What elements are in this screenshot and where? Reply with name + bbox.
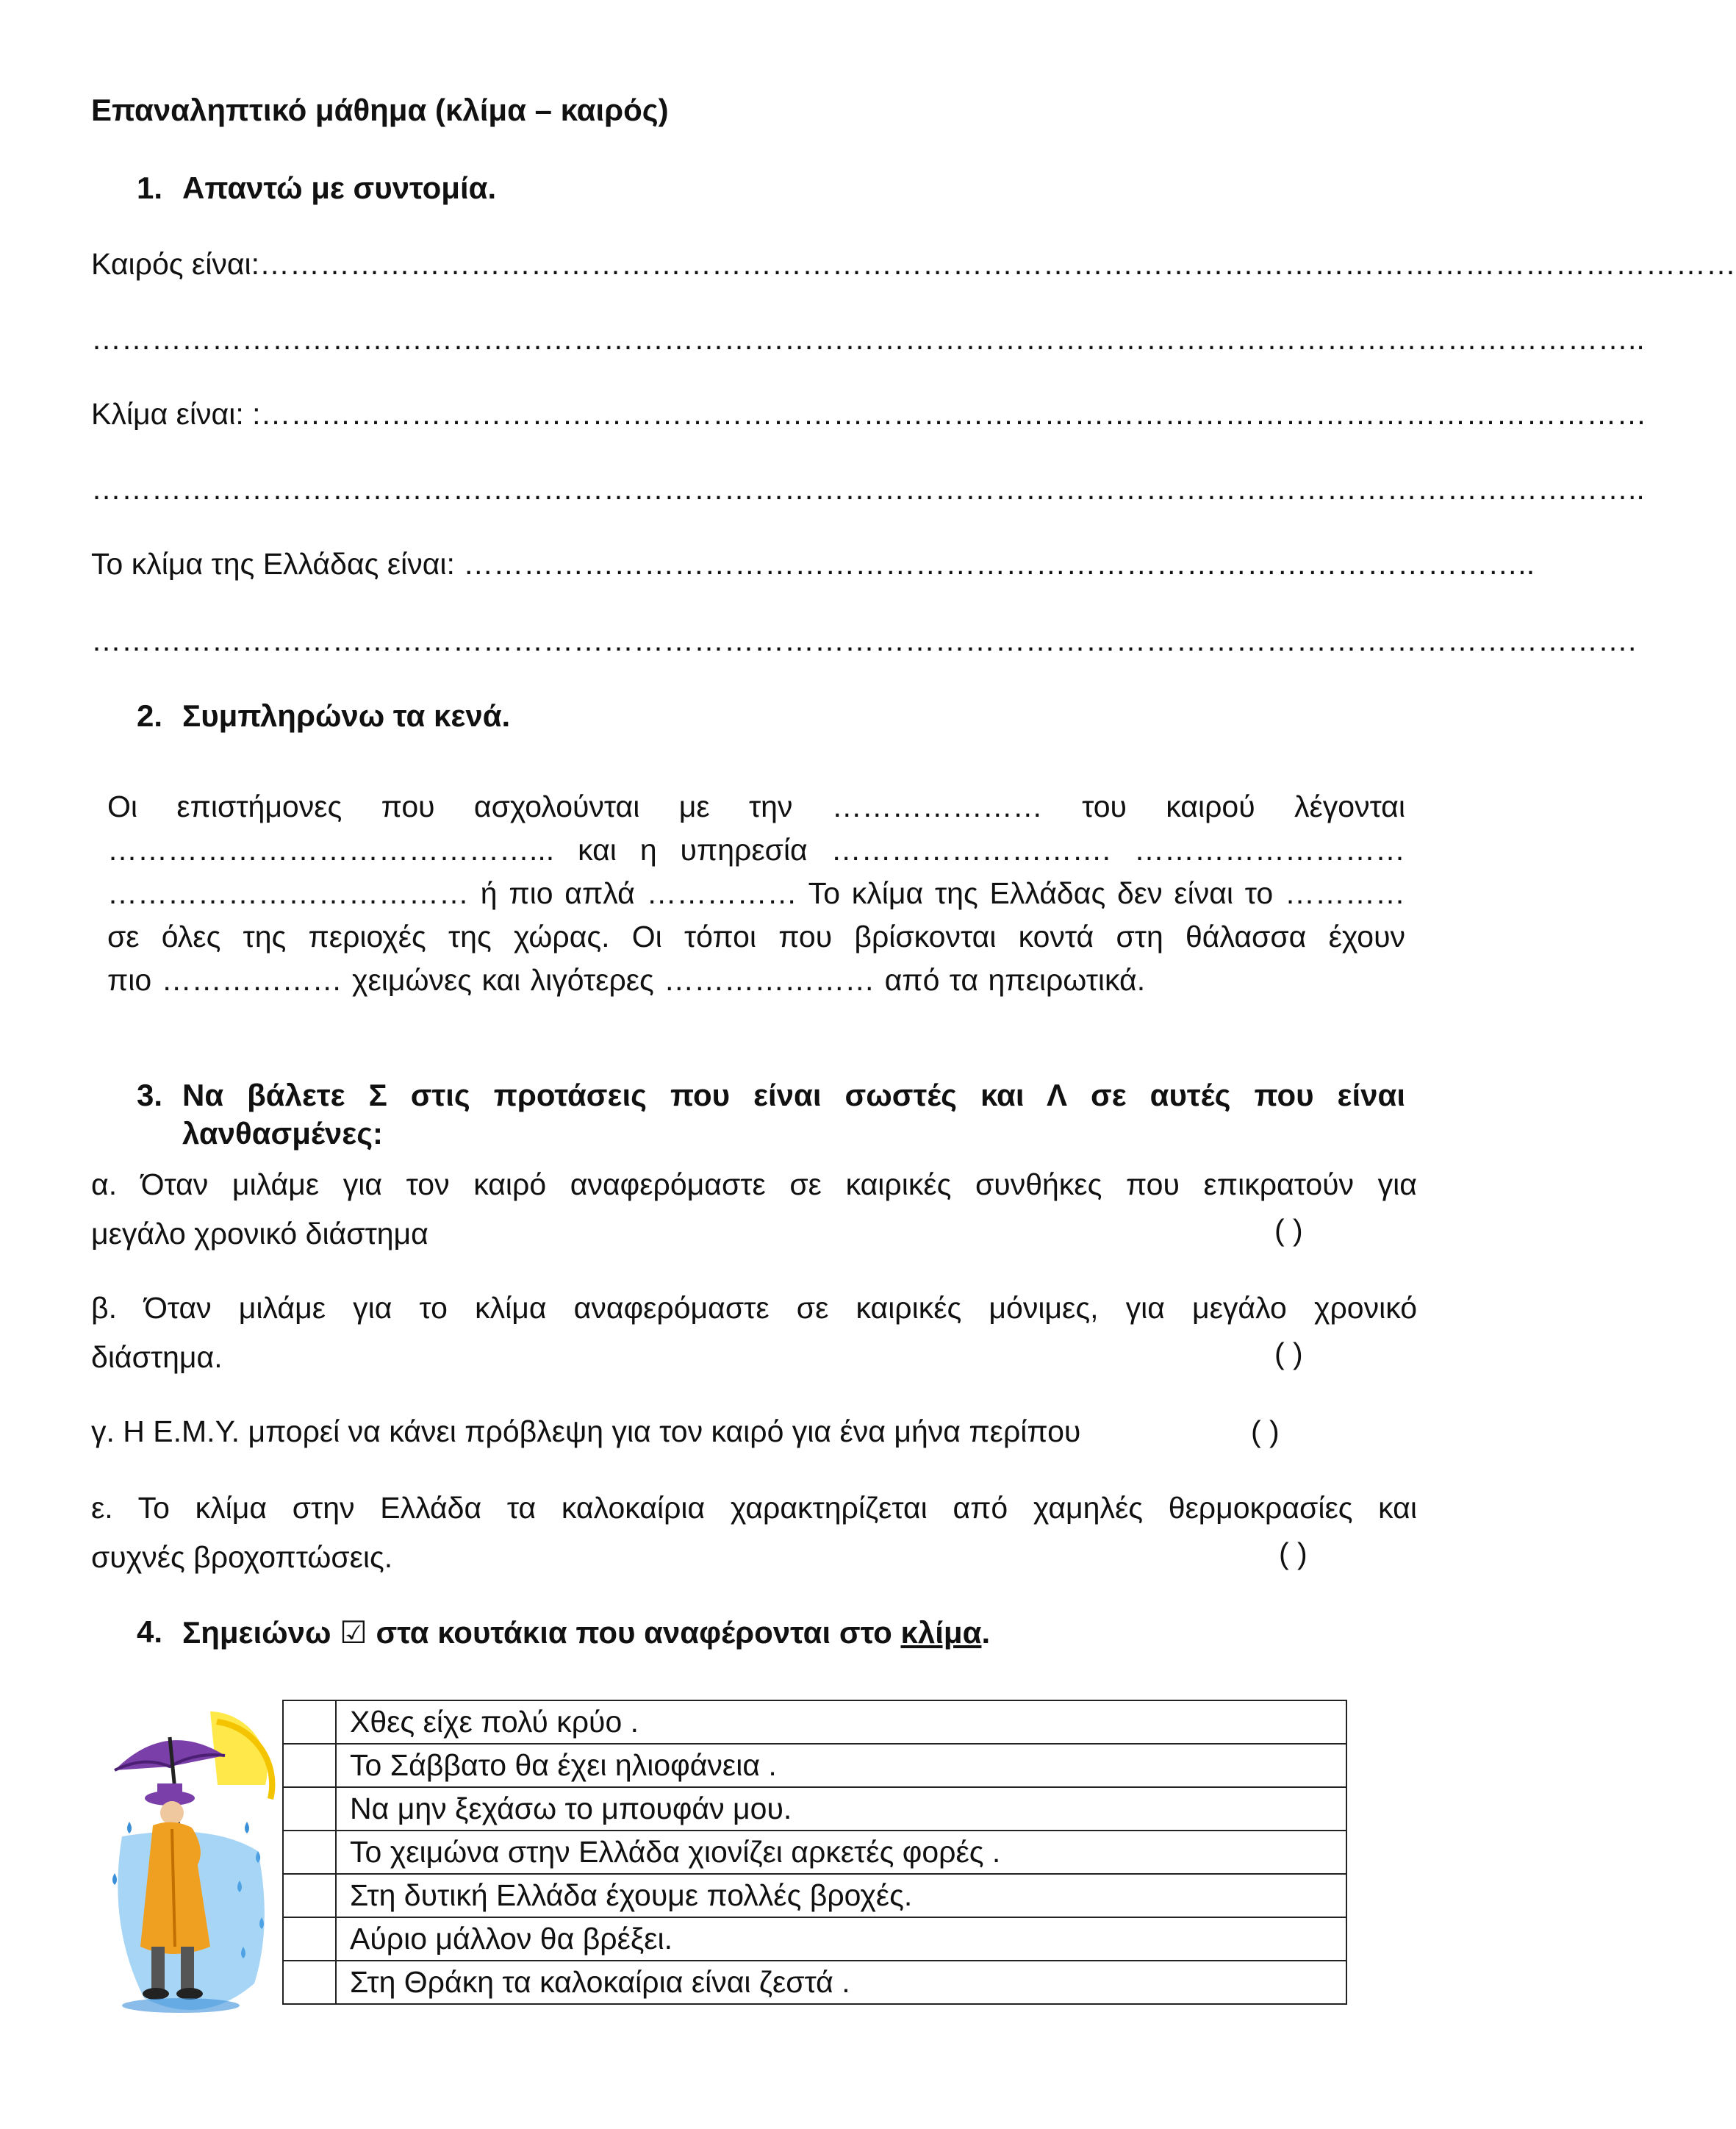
section-3-number: 3. <box>137 1078 163 1112</box>
answer-label: Καιρός είναι: <box>91 247 260 281</box>
section-4-heading <box>182 1614 990 1650</box>
statement-line: διάστημα. <box>91 1340 223 1374</box>
statement-cell: Να μην ξεχάσω το μπουφάν μου. <box>336 1787 1346 1831</box>
paragraph-line: Οι επιστήμονες που ασχολούνται με την ………………… του καιρού λέγονται <box>107 790 1405 823</box>
answer-line-greece-climate-2[interactable] <box>91 623 1637 658</box>
paragraph-line: ……………………………………... και η υπηρεσία ………………………. ……………………… <box>107 833 1405 867</box>
answer-dots: ……………………………………………………………………………………………………………………………………….. <box>91 322 1645 356</box>
table-row <box>283 1961 1346 2004</box>
section-4-heading-keyword: κλίμα <box>900 1615 982 1650</box>
section-3-heading <box>182 1078 1405 1151</box>
section-1-heading: Απαντώ με συντομία. <box>182 171 497 205</box>
section-3-heading-line: Να βάλετε Σ στις προτάσεις που είναι σωστές και Λ σε αυτές που είναι <box>182 1078 1405 1112</box>
man-with-umbrella-in-rain-icon <box>100 1704 276 2035</box>
answer-dots: ………………………………………………………………………………………………………………………… <box>260 397 1647 431</box>
answer-parentheses-e[interactable]: ( ) <box>1279 1536 1308 1570</box>
statement-cell: Χθες είχε πολύ κρύο . <box>336 1700 1346 1744</box>
statement-line: ε. Το κλίμα στην Ελλάδα τα καλοκαίρια χαρακτηρίζεται από χαμηλές θερμοκρασίες και <box>91 1491 1417 1525</box>
answer-line-weather-2[interactable] <box>91 322 1645 357</box>
table-row <box>283 1700 1346 1744</box>
answer-label: Το κλίμα της Ελλάδας είναι: <box>91 547 464 581</box>
section-4-number: 4. <box>137 1614 163 1649</box>
statement-cell: Στη δυτική Ελλάδα έχουμε πολλές βροχές. <box>336 1874 1346 1917</box>
answer-dots: ……………………………………………………………………………………………………………………………………….. <box>91 472 1645 506</box>
answer-dots: ………………………………………………………………………………………………………………………………… <box>259 247 1736 281</box>
statement-cell: Αύριο μάλλον θα βρέξει. <box>336 1917 1346 1961</box>
table-row <box>283 1744 1346 1787</box>
statement-cell: Το χειμώνα στην Ελλάδα χιονίζει αρκετές φορές . <box>336 1831 1346 1874</box>
checkbox-cell[interactable] <box>283 1961 336 2004</box>
section-1-number: 1. <box>137 171 163 205</box>
checkbox-cell[interactable] <box>283 1917 336 1961</box>
statement-cell: Στη Θράκη τα καλοκαίρια είναι ζεστά . <box>336 1961 1346 2004</box>
answer-label: Κλίμα είναι: : <box>91 397 261 431</box>
answer-dots: …………………………………………………………………………………………….. <box>463 547 1535 581</box>
statement-cell: Το Σάββατο θα έχει ηλιοφάνεια . <box>336 1744 1346 1787</box>
true-false-item-a <box>91 1160 1417 1259</box>
statement-line: συχνές βροχοπτώσεις. <box>91 1540 393 1574</box>
checkbox-cell[interactable] <box>283 1831 336 1874</box>
paragraph-line: σε όλες της περιοχές της χώρας. Οι τόποι που βρίσκονται κοντά στη θάλασσα έχουν <box>107 920 1405 953</box>
fill-in-paragraph[interactable] <box>107 785 1405 1002</box>
section-2-heading: Συμπληρώνω τα κενά. <box>182 698 511 733</box>
climate-checklist-table <box>282 1700 1347 2005</box>
true-false-item-b <box>91 1284 1417 1382</box>
checkbox-cell[interactable] <box>283 1744 336 1787</box>
answer-line-greece-climate[interactable] <box>91 547 1535 582</box>
table-row <box>283 1917 1346 1961</box>
paragraph-line: ……………………………… ή πιο απλά …………… Το κλίμα της Ελλάδας δεν είναι το ………… <box>107 876 1405 910</box>
checkbox-cell[interactable] <box>283 1787 336 1831</box>
answer-line-climate-2[interactable] <box>91 472 1645 507</box>
page-title: Επαναληπτικό μάθημα (κλίμα – καιρός) <box>91 93 669 127</box>
true-false-item-c: γ. Η Ε.Μ.Υ. μπορεί να κάνει πρόβλεψη για τον καιρό για ένα μήνα περίπου <box>91 1414 1081 1448</box>
answer-parentheses-c[interactable]: ( ) <box>1251 1414 1280 1448</box>
checkbox-cell[interactable] <box>283 1700 336 1744</box>
answer-parentheses-a[interactable]: ( ) <box>1274 1213 1303 1247</box>
answer-parentheses-b[interactable]: ( ) <box>1274 1337 1303 1370</box>
table-row <box>283 1874 1346 1917</box>
checkbox-cell[interactable] <box>283 1874 336 1917</box>
section-4-heading-text: Σημειώνω ☑ στα κουτάκια που αναφέρονται στο <box>182 1615 901 1650</box>
answer-line-climate[interactable] <box>91 397 1647 432</box>
section-3-heading-line: λανθασμένες: <box>182 1116 384 1151</box>
statement-line: α. Όταν μιλάμε για τον καιρό αναφερόμαστε σε καιρικές συνθήκες που επικρατούν για <box>91 1167 1417 1201</box>
section-4-heading-end: . <box>981 1615 991 1650</box>
true-false-item-e <box>91 1484 1417 1582</box>
statement-line: μεγάλο χρονικό διάστημα <box>91 1217 428 1250</box>
table-row <box>283 1787 1346 1831</box>
section-2-number: 2. <box>137 698 163 733</box>
statement-line: β. Όταν μιλάμε για το κλίμα αναφερόμαστε σε καιρικές μόνιμες, για μεγάλο χρονικό <box>91 1291 1417 1325</box>
answer-line-weather[interactable] <box>91 247 1736 282</box>
paragraph-line: πιο ……………… χειμώνες και λιγότερες ………………… από τα ηπειρωτικά. <box>107 963 1146 997</box>
table-row <box>283 1831 1346 1874</box>
answer-dots: ………………………………………………………………………………………………………………………………………. <box>91 623 1637 657</box>
